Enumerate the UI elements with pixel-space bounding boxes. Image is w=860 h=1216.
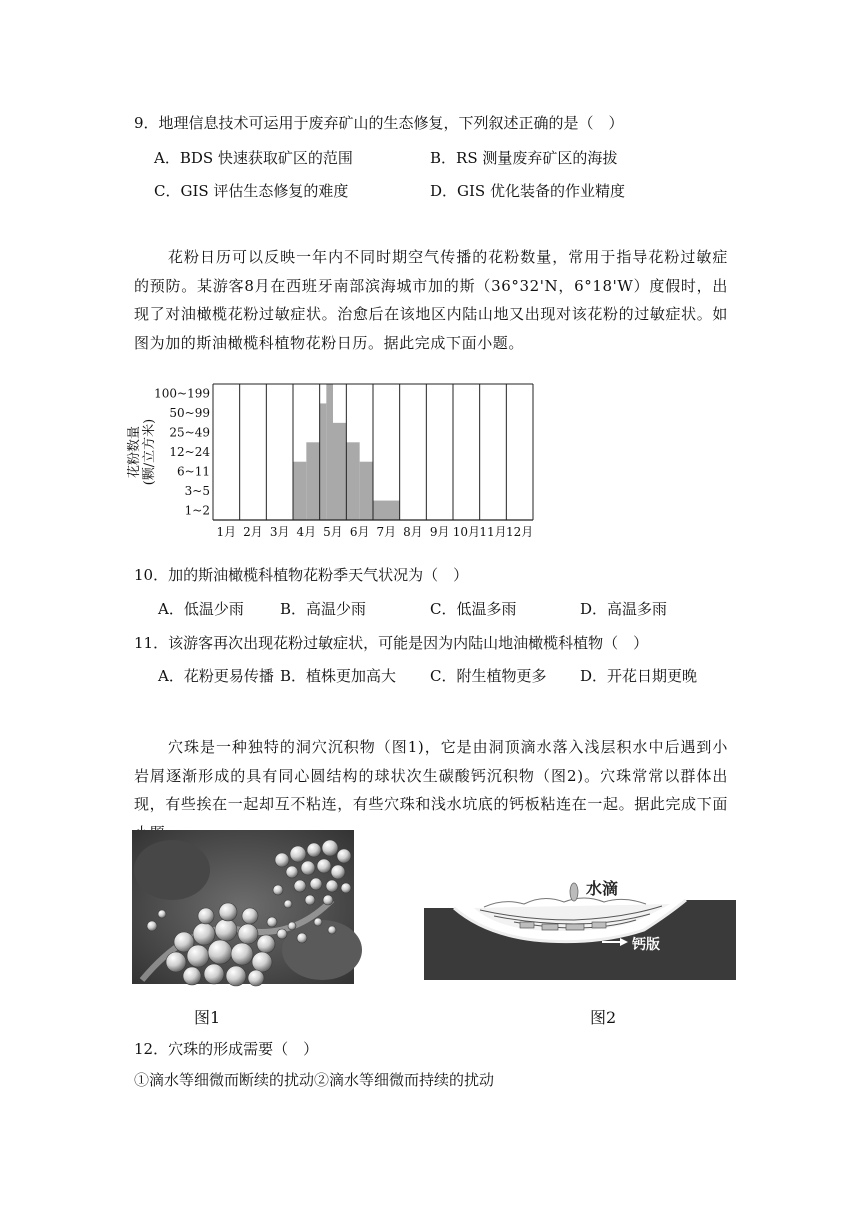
cave-pearl bbox=[297, 933, 307, 943]
cave-pearl bbox=[257, 935, 275, 953]
q10-option-b: B．高温少雨 bbox=[280, 600, 367, 618]
cave-pearl bbox=[242, 908, 258, 924]
pollen-bar-1 bbox=[306, 442, 319, 520]
pollen-bar-7 bbox=[373, 501, 400, 520]
cave-pearl bbox=[284, 900, 292, 908]
cave-pearl-photo bbox=[132, 830, 354, 984]
cave-pearl bbox=[187, 945, 209, 967]
cave-pearl bbox=[158, 910, 166, 918]
cave-pearl bbox=[267, 917, 277, 927]
fig2-caption: 图2 bbox=[590, 1008, 617, 1027]
q9-option-d: D．GIS 优化装备的作业精度 bbox=[430, 182, 625, 200]
pollen-bar-4 bbox=[333, 423, 346, 520]
cave-pearl bbox=[294, 880, 306, 892]
cave-pearl bbox=[198, 908, 214, 924]
y-tick-label: 3~5 bbox=[184, 483, 210, 498]
pollen-bar-6 bbox=[360, 462, 373, 520]
y-tick-label: 12~24 bbox=[169, 445, 210, 459]
pollen-bar-0 bbox=[293, 462, 306, 520]
cave-pearl bbox=[290, 846, 306, 862]
x-tick-label: 11月 bbox=[479, 525, 507, 539]
cave-pearl bbox=[248, 970, 264, 986]
cave-pearl bbox=[275, 853, 289, 867]
pollen-bar-5 bbox=[346, 442, 359, 520]
x-tick-label: 8月 bbox=[403, 525, 423, 539]
y-axis-label: (颗/立方米) bbox=[142, 418, 157, 486]
drop-label: 水滴 bbox=[586, 879, 619, 898]
cave-pearl bbox=[208, 940, 232, 964]
pollen-bar-3 bbox=[326, 384, 333, 520]
cave-pearl bbox=[252, 952, 272, 972]
cave-pearl bbox=[273, 885, 283, 895]
cave-pearl bbox=[286, 866, 298, 878]
cave-pearl bbox=[337, 849, 351, 863]
q11-option-a: A．花粉更易传播 bbox=[158, 667, 274, 685]
q11-option-c: C．附生植物更多 bbox=[430, 667, 547, 685]
x-tick-label: 2月 bbox=[243, 525, 263, 539]
cave-pearl bbox=[219, 903, 237, 921]
passage-cave-pearl: 穴珠是一种独特的洞穴沉积物（图1)，它是由洞顶滴水落入浅层积水中后遇到小岩屑逐渐形成的具有同心圆结构的球状次生碳酸钙沉积物（图2)。穴珠常常以群体出现，有些挨在一起却互不粘连，有些穴珠和浅水坑底的钙板粘连在一起。据此完成下面 bbox=[134, 738, 728, 813]
cave-pearl bbox=[166, 952, 186, 972]
q10-option-c: C．低温多雨 bbox=[430, 600, 517, 618]
cave-pearl bbox=[307, 843, 321, 857]
q10-stem: 10．加的斯油橄榄科植物花粉季天气状况为（ ） bbox=[134, 566, 469, 584]
cave-pearl bbox=[331, 865, 345, 879]
q9-option-b: B．RS 测量废弃矿区的海拔 bbox=[430, 149, 618, 167]
x-tick-label: 7月 bbox=[376, 525, 397, 539]
x-tick-label: 5月 bbox=[323, 525, 343, 539]
x-tick-label: 1月 bbox=[216, 525, 237, 539]
q9-option-c: C．GIS 评估生态修复的难度 bbox=[154, 182, 349, 200]
x-tick-label: 4月 bbox=[296, 525, 317, 539]
pollen-chart-svg bbox=[127, 376, 542, 548]
x-tick-label: 10月 bbox=[452, 525, 480, 539]
cave-pearl bbox=[301, 861, 315, 875]
q12-stem: 12．穴珠的形成需要（ ） bbox=[134, 1040, 319, 1058]
q11-option-d: D．开花日期更晚 bbox=[580, 667, 698, 685]
x-tick-label: 6月 bbox=[349, 525, 370, 539]
q10-option-d: D．高温多雨 bbox=[580, 600, 668, 618]
y-tick-label: 1~2 bbox=[184, 503, 210, 518]
cave-pearl bbox=[288, 922, 296, 930]
cave-pearl bbox=[317, 859, 331, 873]
x-tick-label: 9月 bbox=[429, 525, 450, 539]
q12-options-line: ①滴水等细微而断续的扰动②滴水等细微而持续的扰动 bbox=[134, 1071, 495, 1089]
cave-pearl-diagram bbox=[424, 864, 736, 980]
x-tick-label: 12月 bbox=[506, 525, 534, 539]
passage-pollen: 花粉日历可以反映一年内不同时期空气传播的花粉数量，常用于指导花粉过敏症的预防。某游客8月在西班牙南部滨海城市加的斯（36°32'N，6°18'W）度假时，出现了对油橄榄花粉过敏症状。治愈后在该地区内陆山地又出现对该花粉的过敏症状。如图为加的斯油橄榄科植物花粉日历。据此完成下面小题。 bbox=[134, 248, 728, 352]
cave-pearl bbox=[310, 878, 322, 890]
cave-pearl bbox=[341, 883, 351, 893]
cave-pearl bbox=[204, 964, 224, 984]
plate-label: 钙版 bbox=[632, 937, 660, 953]
cave-pearl bbox=[238, 924, 258, 944]
fig1-caption: 图1 bbox=[194, 1008, 221, 1027]
q11-stem: 11．该游客再次出现花粉过敏症状，可能是因为内陆山地油橄榄科植物（ ） bbox=[134, 634, 649, 652]
cave-pearl bbox=[183, 967, 201, 985]
cave-pearl bbox=[328, 926, 336, 934]
cave-pearl bbox=[326, 880, 338, 892]
y-tick-label: 50~99 bbox=[169, 406, 210, 421]
cave-pearl bbox=[215, 919, 237, 941]
y-tick-label: 25~49 bbox=[169, 425, 210, 440]
cave-pearl bbox=[226, 966, 246, 986]
cave-pearl bbox=[322, 840, 338, 856]
cave-pearl bbox=[277, 929, 287, 939]
cave-pearl bbox=[147, 921, 157, 931]
cave-pearl bbox=[193, 923, 215, 945]
cave-pearl bbox=[323, 895, 333, 905]
y-tick-label: 100~199 bbox=[154, 386, 210, 401]
pollen-calendar-chart bbox=[127, 376, 542, 548]
y-axis-label: 花粉数量 bbox=[127, 425, 142, 479]
q11-option-b: B．植株更加高大 bbox=[280, 667, 397, 685]
q9-option-a: A．BDS 快速获取矿区的范围 bbox=[154, 149, 353, 167]
q10-option-a: A．低温少雨 bbox=[158, 600, 244, 618]
x-tick-label: 3月 bbox=[269, 525, 290, 539]
q9-stem: 9．地理信息技术可运用于废弃矿山的生态修复，下列叙述正确的是（ ） bbox=[134, 114, 624, 132]
y-tick-label: 6~11 bbox=[177, 464, 210, 479]
cave-pearl bbox=[305, 895, 315, 905]
pollen-bar-2 bbox=[320, 403, 327, 520]
cave-pearl bbox=[231, 943, 253, 965]
cave-pearl bbox=[314, 918, 322, 926]
